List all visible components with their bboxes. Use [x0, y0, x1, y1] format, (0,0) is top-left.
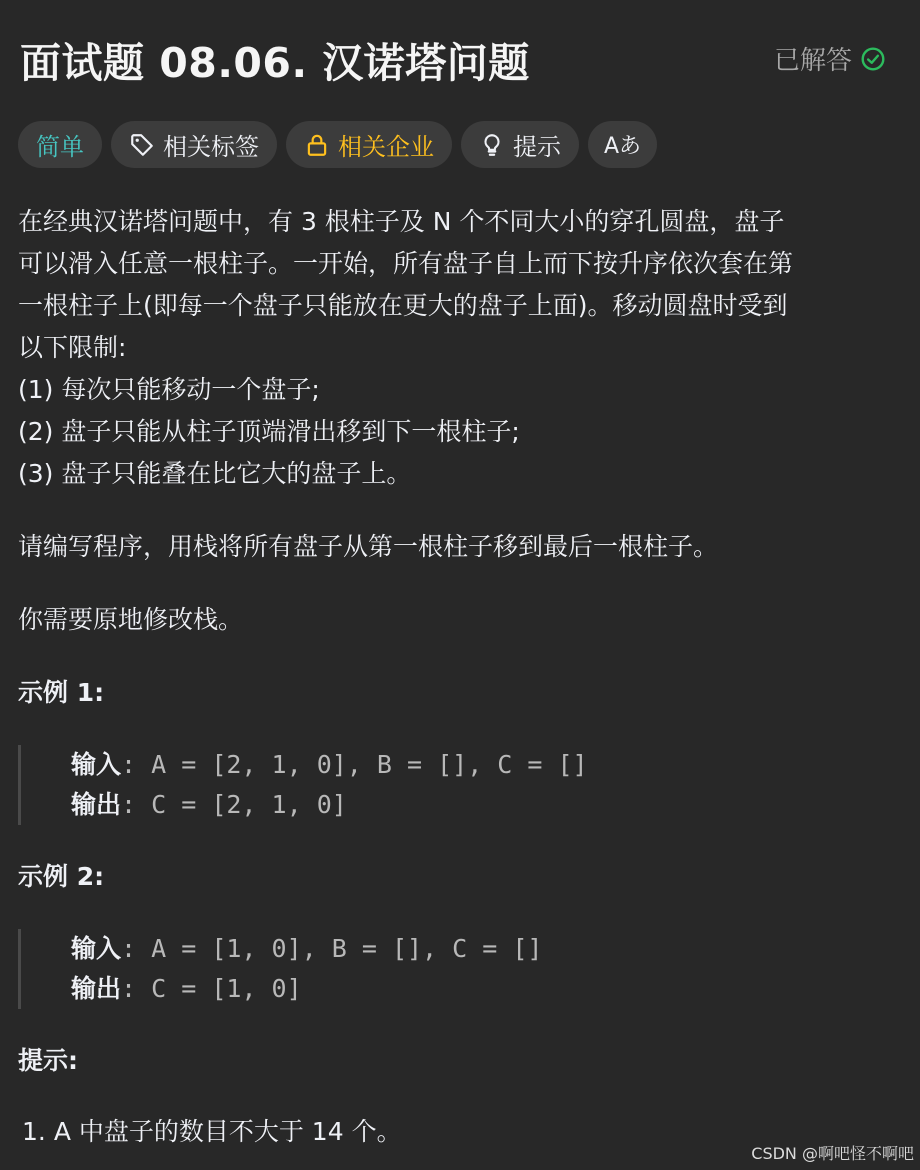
related-companies-button[interactable] [286, 121, 452, 168]
tag-bar [18, 121, 657, 168]
solved-label: 已解答 [773, 46, 852, 76]
constraint-rule: (1) 每次只能移动一个盘子; [18, 375, 320, 404]
task-statement: 请编写程序，用栈将所有盘子从第一根柱子移到最后一根柱子。 [18, 532, 719, 561]
hint-button[interactable] [461, 121, 579, 168]
input-label: 输入 [71, 750, 122, 779]
related-tags-button[interactable] [111, 121, 277, 168]
output-value: C = [2, 1, 0] [151, 790, 347, 819]
example-block: 输入: A = [2, 1, 0], B = [], C = [] 输出: C = [2, 1, 0] [18, 745, 898, 825]
output-value: C = [1, 0] [151, 974, 302, 1003]
difficulty-badge[interactable] [18, 121, 102, 168]
hint-item: A 中盘子的数目不大于 14 个。 [53, 1117, 402, 1146]
solved-status [774, 40, 886, 77]
tag-icon [129, 132, 155, 158]
description-line: 可以滑入任意一根柱子。一开始，所有盘子自上而下按升序依次套在第 [18, 249, 794, 278]
lightbulb-icon [479, 132, 505, 158]
input-label: 输入 [71, 934, 122, 963]
difficulty-label: 简单 [36, 133, 84, 161]
output-label: 输出 [71, 974, 122, 1003]
problem-header [20, 28, 900, 88]
hints-title: 提示: [18, 1046, 78, 1075]
example-block: 输入: A = [1, 0], B = [], C = [] 输出: C = [1, 0] [18, 929, 898, 1009]
lock-icon [304, 132, 330, 158]
example-title: 示例 2: [18, 862, 105, 891]
description-line: 一根柱子上(即每一个盘子只能放在更大的盘子上面)。移动圆盘时受到 [18, 291, 788, 320]
related-companies-label: 相关企业 [338, 133, 434, 161]
input-value: A = [1, 0], B = [], C = [] [151, 934, 543, 963]
translate-button[interactable] [588, 121, 657, 168]
problem-title: 面试题 08.06. 汉诺塔问题 [20, 39, 530, 87]
check-circle-icon [860, 46, 886, 72]
in-place-note: 你需要原地修改栈。 [18, 605, 244, 634]
translate-icon: Aあ [604, 134, 642, 159]
watermark: CSDN @啊吧怪不啊吧 [751, 1144, 914, 1163]
hint-label: 提示 [513, 133, 561, 161]
input-value: A = [2, 1, 0], B = [], C = [] [151, 750, 588, 779]
constraint-rule: (2) 盘子只能从柱子顶端滑出移到下一根柱子; [18, 417, 520, 446]
related-tags-label: 相关标签 [163, 133, 259, 161]
description-line: 在经典汉诺塔问题中，有 3 根柱子及 N 个不同大小的穿孔圆盘，盘子 [18, 207, 785, 236]
problem-description [18, 201, 898, 1153]
description-line: 以下限制: [18, 333, 127, 362]
example-title: 示例 1: [18, 678, 105, 707]
list-item: 1. A 中盘子的数目不大于 14 个。 [22, 1117, 402, 1146]
output-label: 输出 [71, 790, 122, 819]
constraint-rule: (3) 盘子只能叠在比它大的盘子上。 [18, 459, 412, 488]
